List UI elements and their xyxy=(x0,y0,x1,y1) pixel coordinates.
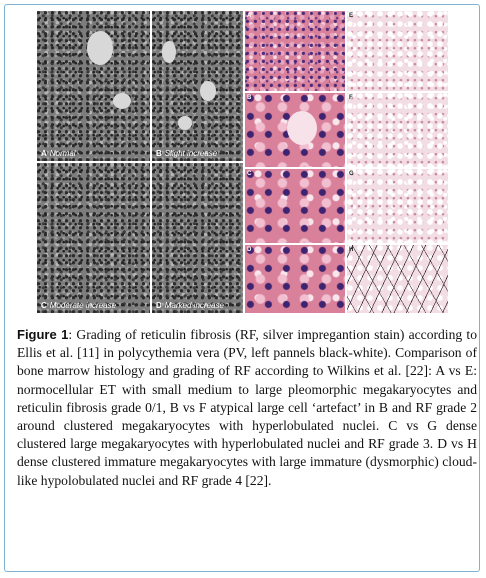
panel-label-h: H xyxy=(349,247,354,253)
panel-bw-a xyxy=(37,11,150,161)
artefact-cell xyxy=(287,111,317,145)
panel-silver-g xyxy=(347,169,448,243)
panel-label-he-a: A xyxy=(247,13,252,19)
panel-he-d xyxy=(245,245,345,313)
caption-text: : Grading of reticulin fibrosis (RF, silver impregantion stain) according to Ellis et al. [11] in polycythemia vera (PV, left pannels black-white). Comparison of bone marrow histology and grading of RF according to Wilkins et al. [22]: A vs E: normocellular ET with small medium to large pleomorphic megakaryocytes and reticulin fibrosis grade 0/1, B vs F atypical large cell ‘artefact’ in B and RF grade 2 around clustered megakaryocytes with hyperlobulated nuclei. C vs G dense clustered large megakaryocytes with hyperlobulated nuclei and RF grade 3. D vs H dense clustered immature megakaryocytes with large immature (dysmorphic) cloud-like hypolobulated nuclei and RF grade 4 [22]. xyxy=(17,327,477,488)
panel-label-he-c: C xyxy=(247,171,252,177)
panel-silver-e xyxy=(347,11,448,91)
vacuole xyxy=(113,93,131,109)
panel-bw-c xyxy=(37,163,150,313)
panel-label-b: B Slight increase xyxy=(156,149,218,158)
panel-label-a: A Normal xyxy=(41,149,76,158)
panel-silver-h xyxy=(347,245,448,313)
vacuole xyxy=(200,81,216,101)
panel-bw-d xyxy=(152,163,243,313)
panel-he-a xyxy=(245,11,345,91)
vacuole xyxy=(162,41,176,63)
panel-label-e: E xyxy=(349,13,354,19)
vacuole xyxy=(178,116,192,130)
panel-he-b xyxy=(245,93,345,167)
panel-label-he-b: B xyxy=(247,95,252,101)
panel-label-d: D Marked increase xyxy=(156,301,224,310)
figure-frame xyxy=(4,4,480,572)
figure-caption xyxy=(17,326,477,490)
panel-label-c: C Moderate increase xyxy=(41,301,117,310)
panel-label-g: G xyxy=(349,171,354,177)
vacuole xyxy=(87,31,113,65)
figure-image xyxy=(13,11,473,322)
panel-bw-b xyxy=(152,11,243,161)
panel-label-f: F xyxy=(349,95,353,101)
panel-silver-f xyxy=(347,93,448,167)
figure-label: Figure 1 xyxy=(17,327,69,342)
panel-he-c xyxy=(245,169,345,243)
panel-label-he-d: D xyxy=(247,247,252,253)
